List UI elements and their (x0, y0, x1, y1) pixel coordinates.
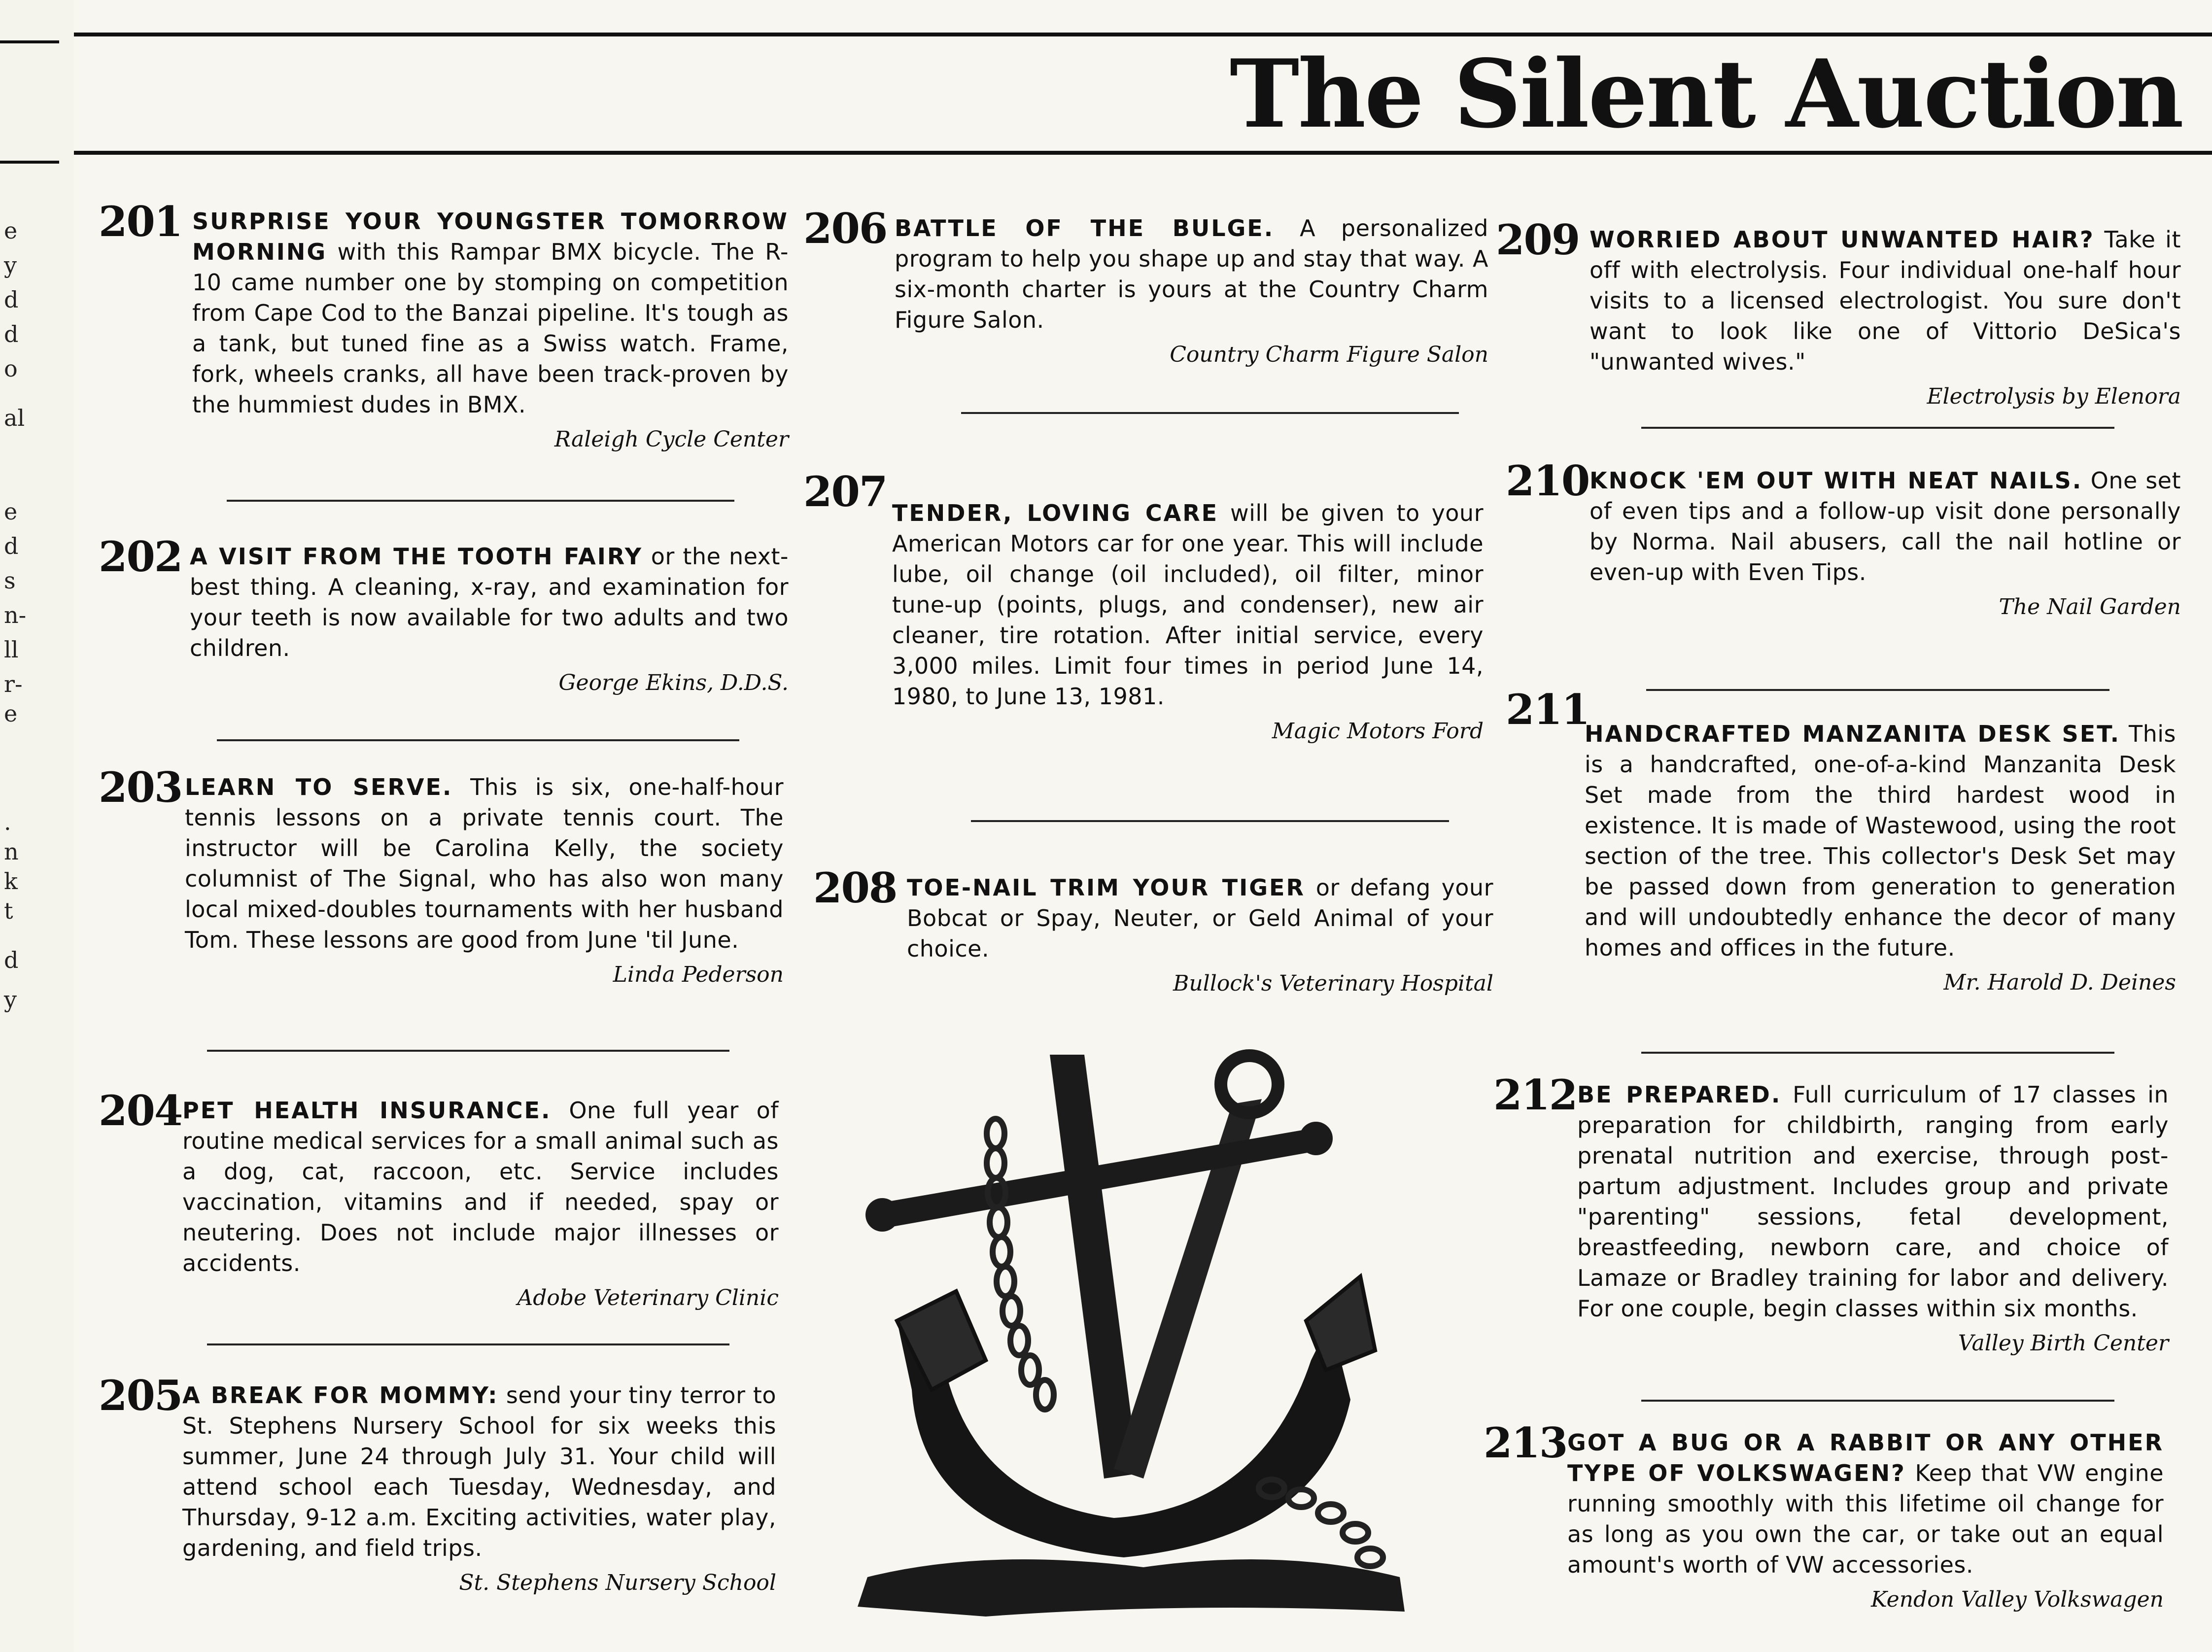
divider (1641, 1400, 2114, 1402)
item-donor: St. Stephens Nursery School (459, 1570, 776, 1595)
divider (1641, 427, 2114, 429)
item-number: 204 (99, 1086, 182, 1135)
margin-fragment: k (4, 868, 18, 895)
page-title: The Silent Auction (1229, 39, 2182, 149)
auction-item-205 (99, 1371, 776, 1598)
item-description: KNOCK 'EM OUT WITH NEAT NAILS. One set of even tips and a follow-up visit done personally by Norma. Nail abusers, call the nail hotline or even-up with Even Tips. (1590, 467, 2181, 585)
item-number: 210 (1506, 456, 1590, 505)
item-description: SURPRISE YOUR YOUNGSTER TOMORROW MORNING with this Rampar BMX bicycle. The R-10 came number one by stomping on competition from Cape Cod to the Banzai pipeline. It's tough as a tank, but tuned fine as a Swiss watch. Frame, fork, wheels cranks, all have been track-proven by the hummiest dudes in BMX. (192, 208, 789, 418)
divider (227, 500, 734, 502)
item-number: 203 (99, 763, 182, 812)
auction-item-206 (803, 204, 1488, 370)
auction-item-207 (803, 467, 1484, 746)
item-number: 201 (99, 197, 182, 246)
item-donor: Electrolysis by Elenora (1927, 384, 2181, 409)
item-description: TOE-NAIL TRIM YOUR TIGER or defang your Bobcat or Spay, Neuter, or Geld Animal of your choice. (907, 874, 1493, 962)
item-description: BATTLE OF THE BULGE. A personalized program to help you shape up and stay that way. A six-month charter is yours at the Country Charm Figure Salon. (895, 215, 1488, 333)
item-description: BE PREPARED. Full curriculum of 17 classes in preparation for childbirth, ranging from early prenatal nutrition and exercise, through post-partum adjustment. Includes group and private "parenting" sessions, fetal development, breastfeeding, newborn care, and choice of Lamaze or Bradley training for labor and delivery. For one couple, begin classes within six months. (1577, 1081, 2169, 1322)
previous-page-strip (0, 0, 75, 1652)
item-donor: Magic Motors Ford (1272, 719, 1484, 744)
item-number: 205 (99, 1371, 182, 1420)
auction-item-211 (1506, 685, 2176, 998)
margin-fragment: y (4, 986, 17, 1013)
item-number: 208 (813, 863, 897, 912)
margin-fragment: e (4, 217, 18, 244)
divider (1641, 1052, 2114, 1054)
item-number: 202 (99, 532, 182, 581)
item-description: PET HEALTH INSURANCE. One full year of routine medical services for a small animal such as a dog, cat, raccoon, etc. Service includes vaccination, vitamins and if needed, spay or neutering. Does not include major illnesses or accidents. (182, 1097, 779, 1276)
auction-item-208 (813, 863, 1493, 998)
item-donor: Valley Birth Center (1958, 1331, 2169, 1356)
divider (1646, 689, 2109, 691)
auction-item-202 (99, 532, 789, 698)
margin-fragment: e (4, 498, 18, 525)
auction-item-212 (1493, 1070, 2169, 1358)
header-bottom-rule (74, 151, 2212, 155)
divider (217, 739, 739, 741)
item-description: TENDER, LOVING CARE will be given to your American Motors car for one year. This will include lube, oil change (oil included), oil filter, minor tune-up (points, plugs, and condenser), new air cleaner, tire rotation. After initial service, every 3,000 miles. Limit four times in period June 14, 1980, to June 13, 1981. (892, 500, 1484, 710)
item-donor: Bullock's Veterinary Hospital (1173, 971, 1493, 996)
margin-fragment: d (4, 321, 19, 347)
item-donor: George Ekins, D.D.S. (558, 670, 789, 695)
item-donor: Mr. Harold D. Deines (1943, 970, 2176, 995)
item-description: LEARN TO SERVE. This is six, one-half-hour tennis lessons on a private tennis court. The instructor will be Carolina Kelly, the society columnist of The Signal, who has also won many local mixed-doubles tournaments with her husband Tom. These lessons are good from June 'til June. (185, 774, 784, 953)
divider (207, 1343, 729, 1345)
item-description: A BREAK FOR MOMMY: send your tiny terror to St. Stephens Nursery School for six weeks this summer, June 24 through July 31. Your child will attend school each Tuesday, Wednesday, and Thursday, 9-12 a.m. Exciting activities, water play, gardening, and field trips. (182, 1382, 776, 1561)
margin-fragment: n (4, 838, 19, 865)
left-subheader-rule (0, 161, 59, 164)
item-donor: Linda Pederson (613, 962, 784, 987)
item-description: GOT A BUG OR A RABBIT OR ANY OTHER TYPE OF VOLKSWAGEN? Keep that VW engine running smoothly with this lifetime oil change for as long as you own the car, or take out an equal amount's worth of VW accessories. (1567, 1429, 2164, 1578)
item-donor: Raleigh Cycle Center (554, 427, 789, 452)
item-donor: Country Charm Figure Salon (1170, 342, 1488, 367)
item-description: WORRIED ABOUT UNWANTED HAIR? Take it off with electrolysis. Four individual one-half hour visits to a licensed electrologist. You sure don't want to look like one of Vittorio DeSica's "unwanted wives." (1590, 226, 2181, 375)
divider (961, 412, 1459, 414)
margin-fragment: t (4, 897, 13, 924)
item-number: 207 (803, 467, 887, 516)
item-description: A VISIT FROM THE TOOTH FAIRY or the next-best thing. A cleaning, x-ray, and examination for your teeth is now available for two adults and two children. (190, 543, 789, 661)
auction-item-204 (99, 1086, 779, 1313)
item-number: 211 (1506, 685, 1590, 734)
margin-fragment: o (4, 355, 18, 382)
margin-fragment: n- (4, 602, 27, 628)
item-number: 209 (1496, 215, 1580, 264)
auction-item-201 (99, 197, 789, 454)
anchor-icon (838, 1045, 1459, 1626)
margin-fragment: al (4, 405, 25, 431)
margin-fragment: d (4, 286, 19, 313)
auction-item-210 (1506, 456, 2181, 622)
item-description: HANDCRAFTED MANZANITA DESK SET. This is a handcrafted, one-of-a-kind Manzanita Desk Set made from the third hardest wood in existence. It is made of Wastewood, using the root section of the tree. This collector's Desk Set may be passed down from generation to generation and will undoubtedly enhance the decor of many homes and offices in the future. (1585, 721, 2176, 961)
margin-fragment: ll (4, 636, 19, 663)
margin-fragment: r- (4, 671, 23, 697)
margin-fragment: s (4, 567, 16, 594)
auction-item-213 (1484, 1418, 2164, 1615)
margin-fragment: d (4, 947, 19, 973)
margin-fragment: e (4, 700, 18, 727)
divider (971, 820, 1449, 822)
divider (207, 1050, 729, 1052)
auction-item-209 (1496, 215, 2181, 412)
item-donor: Kendon Valley Volkswagen (1870, 1587, 2164, 1612)
item-number: 206 (803, 204, 887, 253)
margin-fragment: y (4, 252, 17, 278)
item-number: 212 (1493, 1070, 1577, 1119)
margin-fragment: d (4, 533, 19, 559)
item-donor: The Nail Garden (1999, 594, 2181, 620)
auction-item-203 (99, 763, 784, 990)
header-top-rule (74, 33, 2212, 36)
margin-fragment: . (4, 809, 11, 835)
item-number: 213 (1484, 1418, 1567, 1467)
item-donor: Adobe Veterinary Clinic (517, 1285, 779, 1310)
left-header-rule (0, 40, 59, 43)
